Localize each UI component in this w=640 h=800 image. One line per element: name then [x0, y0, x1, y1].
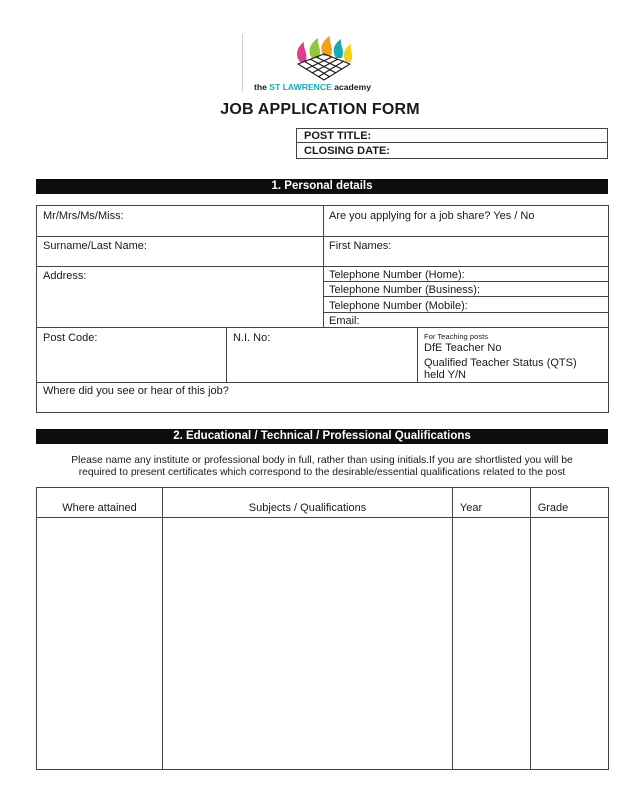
tel-business-field[interactable]: Telephone Number (Business): [329, 284, 481, 296]
qualifications-instructions-line2: required to present certificates which correspond to the desirable/essential qualifications related to the post [78, 467, 566, 478]
section-qualifications-heading: 2. Educational / Technical / Professional Qualifications [36, 429, 608, 444]
qts-field-line2: held Y/N [424, 369, 466, 381]
post-code-field[interactable]: Post Code: [43, 332, 98, 344]
address-field[interactable]: Address: [43, 270, 87, 282]
column-grade: Grade [537, 502, 569, 514]
where-attained-cell[interactable] [37, 518, 162, 769]
qualifications-instructions-line1: Please name any institute or professional body in full, rather than using initials.If you are shortlisted you will be [71, 455, 573, 466]
tel-home-field[interactable]: Telephone Number (Home): [329, 269, 465, 281]
column-year: Year [459, 502, 483, 514]
form-title: JOB APPLICATION FORM [220, 101, 420, 118]
tel-mobile-field[interactable]: Telephone Number (Mobile): [329, 300, 468, 312]
qts-field[interactable]: Qualified Teacher Status (QTS) [424, 357, 577, 369]
grade-cell[interactable] [531, 518, 608, 769]
title-field[interactable]: Mr/Mrs/Ms/Miss: [43, 210, 124, 222]
ni-number-field[interactable]: N.I. No: [233, 332, 271, 344]
personal-details-table [36, 205, 609, 413]
dfe-teacher-field[interactable]: DfE Teacher No [424, 342, 502, 354]
logo-divider [242, 34, 243, 92]
flame-lattice-logo-icon [290, 36, 358, 82]
job-share-field[interactable]: Are you applying for a job share? Yes / No [329, 210, 535, 222]
qualifications-table [36, 487, 609, 770]
surname-field[interactable]: Surname/Last Name: [43, 240, 147, 252]
logo-wordmark: the ST LAWRENCE academy [254, 82, 372, 92]
academy-logo [242, 34, 402, 100]
first-names-field[interactable]: First Names: [329, 240, 392, 252]
qualifications-instructions [36, 455, 608, 479]
post-title-field[interactable]: POST TITLE: [297, 129, 607, 143]
column-where-attained: Where attained [62, 502, 137, 514]
hear-of-job-field[interactable]: Where did you see or hear of this job? [43, 385, 229, 397]
post-info-box [296, 128, 608, 159]
email-field[interactable]: Email: [329, 315, 360, 327]
year-cell[interactable] [453, 518, 530, 769]
closing-date-field[interactable]: CLOSING DATE: [304, 145, 390, 157]
column-subjects-qualifications: Subjects / Qualifications [248, 502, 367, 514]
section-personal-heading: 1. Personal details [36, 179, 608, 194]
subjects-qualifications-cell[interactable] [163, 518, 452, 769]
teaching-posts-label: For Teaching posts [424, 332, 489, 341]
